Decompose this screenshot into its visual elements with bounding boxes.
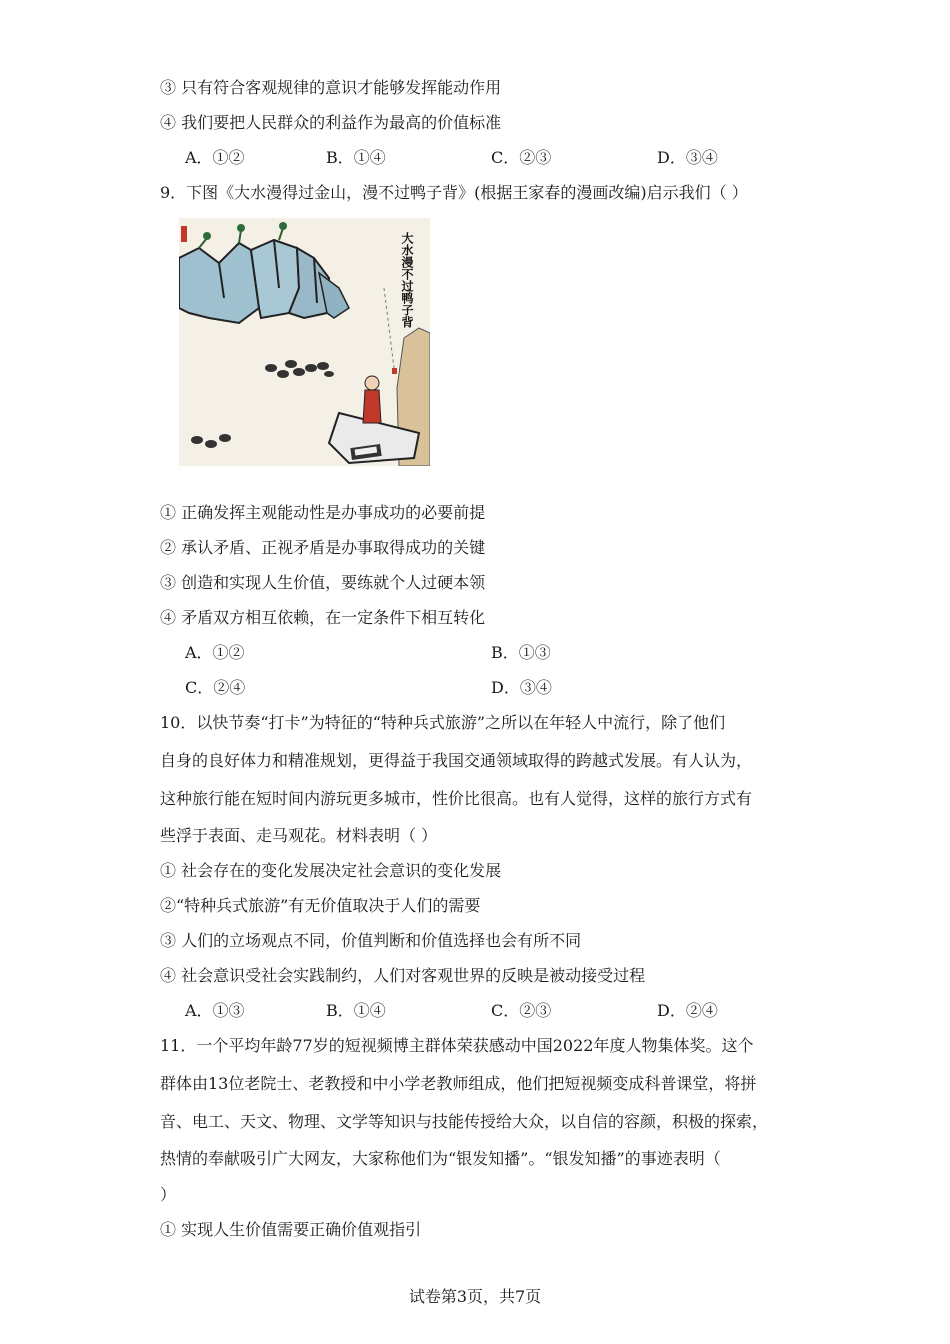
q10-statement-2: ②“特种兵式旅游”有无价值取决于人们的需要 [160,896,481,915]
q9-statement-1: ① 正确发挥主观能动性是办事成功的必要前提 [160,503,486,522]
cartoon-title: 大水漫不过鸭子背 [400,232,414,328]
q9-option-d[interactable]: D．③④ [491,678,552,697]
q9-stem: 9．下图《大水漫得过金山，漫不过鸭子背》(根据王家春的漫画改编)启示我们（ ） [160,183,748,202]
q9-option-a[interactable]: A．①② [185,643,245,662]
q11-stem-line-5: ） [160,1185,177,1204]
q10-option-a[interactable]: A．①③ [185,1001,245,1020]
q11-statement-1: ① 实现人生价值需要正确价值观指引 [160,1220,422,1239]
q9-option-b[interactable]: B．①③ [491,643,551,662]
page-footer: 试卷第3页，共7页 [408,1287,542,1306]
q9-statement-2: ② 承认矛盾、正视矛盾是办事取得成功的关键 [160,538,486,557]
q8-option-d[interactable]: D．③④ [657,148,718,167]
q8-statement-3: ③ 只有符合客观规律的意识才能够发挥能动作用 [160,78,502,97]
cartoon-figure [179,218,430,466]
q10-statement-4: ④ 社会意识受社会实践制约，人们对客观世界的反映是被动接受过程 [160,966,646,985]
q10-option-b[interactable]: B．①④ [326,1001,386,1020]
q11-stem-line-4: 热情的奉献吸引广大网友，大家称他们为“银发知播”。“银发知播”的事迹表明（ [160,1149,721,1168]
q8-option-c[interactable]: C．②③ [491,148,552,167]
q10-stem-line-1: 10．以快节奏“打卡”为特征的“特种兵式旅游”之所以在年轻人中流行，除了他们 [160,713,726,732]
q10-statement-3: ③ 人们的立场观点不同，价值判断和价值选择也会有所不同 [160,931,582,950]
cartoon-illustration [179,218,430,466]
q10-option-d[interactable]: D．②④ [657,1001,718,1020]
q11-stem-line-3: 音、电工、天文、物理、文学等知识与技能传授给大众，以自信的容颜，积极的探索， [160,1112,769,1131]
q11-stem-line-2: 群体由13位老院士、老教授和中小学老教师组成，他们把短视频变成科普课堂，将拼 [160,1074,757,1093]
q9-option-c[interactable]: C．②④ [185,678,246,697]
q8-option-b[interactable]: B．①④ [326,148,386,167]
q8-statement-4: ④ 我们要把人民群众的利益作为最高的价值标准 [160,113,502,132]
q10-stem-line-2: 自身的良好体力和精准规划，更得益于我国交通领域取得的跨越式发展。有人认为， [160,751,753,770]
q10-statement-1: ① 社会存在的变化发展决定社会意识的变化发展 [160,861,502,880]
q9-statement-3: ③ 创造和实现人生价值，要练就个人过硬本领 [160,573,486,592]
q10-stem-line-4: 些浮于表面、走马观花。材料表明（ ） [160,826,438,845]
q9-statement-4: ④ 矛盾双方相互依赖，在一定条件下相互转化 [160,608,486,627]
q8-option-a[interactable]: A．①② [185,148,245,167]
q10-option-c[interactable]: C．②③ [491,1001,552,1020]
q11-stem-line-1: 11．一个平均年龄77岁的短视频博主群体荣获感动中国2022年度人物集体奖。这个 [160,1036,754,1055]
q10-stem-line-3: 这种旅行能在短时间内游玩更多城市，性价比很高。也有人觉得，这样的旅行方式有 [160,789,753,808]
